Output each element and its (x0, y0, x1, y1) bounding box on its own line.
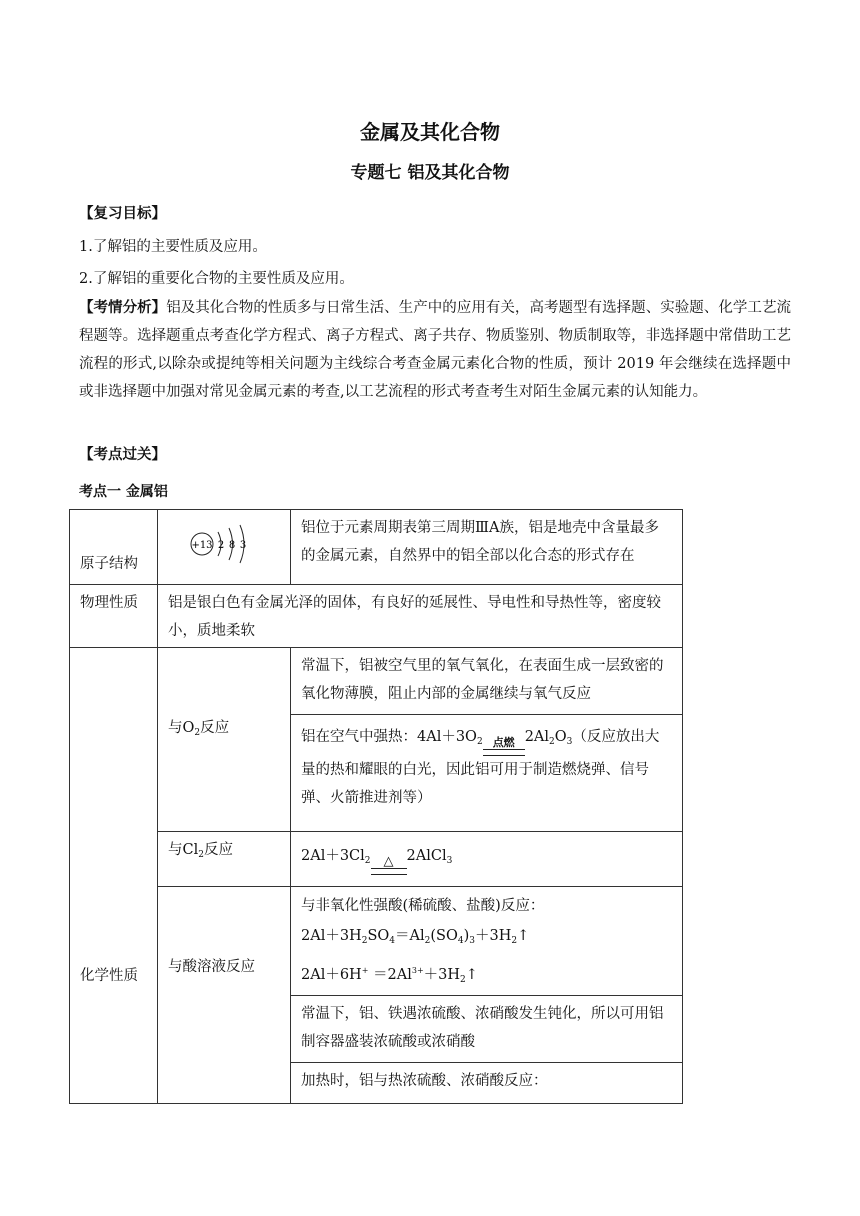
review-item-1: 1.了解铝的主要性质及应用。 (79, 239, 267, 255)
aluminum-property-table (69, 509, 683, 1104)
atom-structure-diagram (169, 512, 279, 572)
o2-normal-temp-text: 常温下，铝被空气里的氧气氧化，在表面生成一层致密的氧化物薄膜，阻止内部的金属继续与氧气反应 (291, 648, 683, 715)
physical-property-label: 物理性质 (70, 585, 158, 648)
table-row (70, 832, 683, 887)
nonoxidizing-acid-intro: 与非氧化性强酸(稀硫酸、盐酸)反应： (301, 898, 545, 914)
analysis-label: 【考情分析】 (79, 299, 167, 316)
analysis-text: 铝及其化合物的性质多与日常生活、生产中的应用有关，高考题型有选择题、实验题、化学工艺流程题等。选择题重点考查化学方程式、离子方程式、离子共存、物质鉴别、物质制取等，非选择题中常借助工艺流程的形式,以除杂或提纯等相关问题为主线综合考查金属元素化合物的性质，预计 2019 年会继续在选择题中或非选择题中加强对常见金属元素的考查,以工艺流程的形式考查考生对陌生金属元素的认知能力。 (79, 300, 791, 400)
table-row (70, 648, 683, 715)
shell-count-2: 8 (228, 540, 236, 551)
heating-reaction-text: 加热时，铝与热浓硫酸、浓硝酸反应： (291, 1063, 683, 1104)
table-row (70, 510, 683, 585)
acid-equation-2: $2Al+6H^+ =2Al^{3+}+3H_2↑$ (301, 966, 478, 985)
acid-equation-1: $2Al+3H_2SO_4=Al_2(SO_4)_3+3H_2↑$ (301, 928, 530, 946)
atom-diagram-cell (158, 510, 291, 585)
nucleus-charge: +13 (191, 540, 213, 551)
physical-property-text: 铝是银白色有金属光泽的固体，有良好的延展性、导电性和导热性等，密度较小，质地柔软 (158, 585, 683, 648)
shell-count-3: 3 (239, 540, 247, 551)
cl2-reaction-label: 与$Cl_2$反应 (158, 832, 291, 887)
acid-reaction-label: 与酸溶液反应 (158, 887, 291, 1104)
atom-structure-text: 铝位于元素周期表第三周期ⅢA族，铝是地壳中含量最多的金属元素，自然界中的铝全部以化合态的形式存在 (291, 510, 683, 585)
shell-count-1: 2 (217, 540, 225, 551)
page-title: 金属及其化合物 (360, 120, 500, 144)
chemical-property-label: 化学性质 (70, 648, 158, 1104)
review-heading: 【复习目标】 (79, 205, 166, 222)
reaction-condition-ignite: 点燃 (483, 738, 525, 756)
point1-heading: 考点一 金属铝 (79, 484, 168, 500)
reaction-condition-heat: △ (371, 857, 407, 875)
table-row (70, 585, 683, 648)
checkpoint-heading: 【考点过关】 (79, 446, 166, 463)
passivation-text: 常温下，铝、铁遇浓硫酸、浓硝酸发生钝化，所以可用铝制容器盛装浓硫酸或浓硝酸 (291, 996, 683, 1063)
atom-structure-label: 原子结构 (70, 510, 158, 585)
nonoxidizing-acid-cell (291, 887, 683, 996)
page-subtitle: 专题七 铝及其化合物 (350, 163, 510, 183)
o2-reaction-label: 与$O_2$反应 (158, 648, 291, 832)
analysis-paragraph (79, 294, 791, 406)
cl2-equation: $2Al+3Cl_2$ △ 2AlCl$_3$ (291, 832, 683, 887)
table-row (70, 887, 683, 996)
o2-strong-heat-text: 铝在空气中强热：$4Al+3O_2$ 点燃 $2Al_2O_3$（反应放出大量的热和耀眼的白光，因此铝可用于制造燃烧弹、信号弹、火箭推进剂等） (291, 715, 683, 832)
review-item-2: 2.了解铝的重要化合物的主要性质及应用。 (79, 271, 354, 287)
